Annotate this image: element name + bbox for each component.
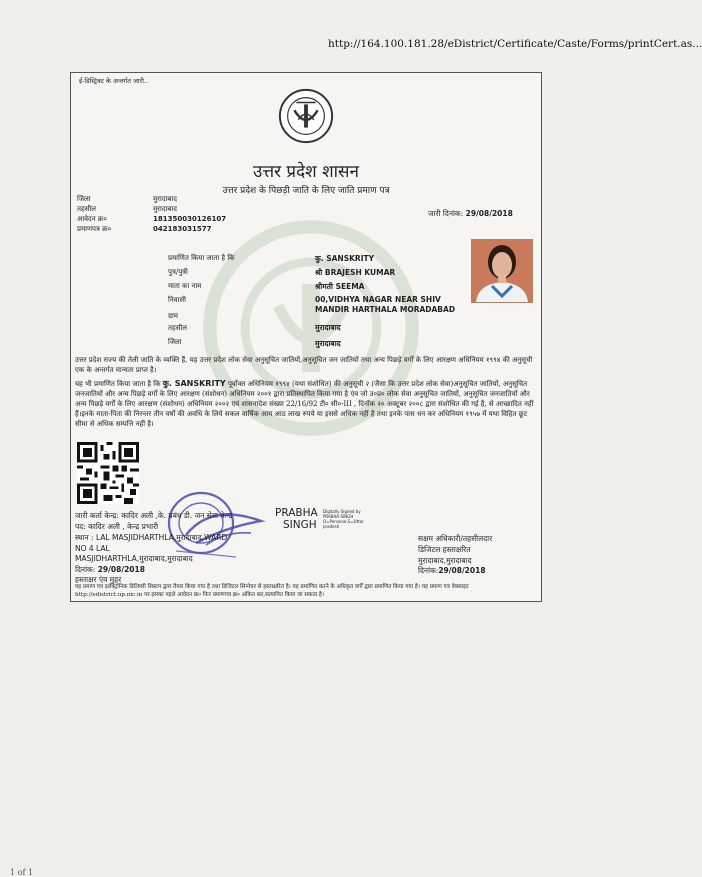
father-name: श्री BRAJESH KUMAR — [315, 268, 396, 277]
para2-applicant-name: कु. SANSKRITY — [162, 379, 226, 388]
digital-note-line: O=Personal,S=Uttar — [323, 519, 364, 524]
officer-title: सक्षम अधिकारी/तहसीलदार — [418, 534, 493, 543]
issuing-place-line-1 — [75, 533, 227, 543]
mother-name: श्रीमती SEEMA — [315, 282, 365, 291]
officer-date-label: दिनांक: — [418, 566, 439, 575]
tehsil-value: मुरादाबाद — [315, 323, 341, 332]
page-number: 1 of 1 — [10, 868, 34, 877]
digital-name-line: PRABHA — [275, 507, 318, 519]
field-label: जिला — [168, 338, 182, 346]
issue-date-label: जारी दिनांक: — [428, 209, 464, 218]
meta-value: मुरादाबाद — [153, 205, 177, 213]
issuing-post: पद: कादिर अली , केन्द्र प्रभारी — [75, 522, 159, 531]
issuing-date — [75, 565, 145, 575]
verification-footer: यह प्रमाण पत्र इलेक्ट्रॉनिक डिलिवरी सिस्टम द्वारा तैयार किया गया है तथा डिजिटल सिग्नेचर से हस्ताक्षरित है। यह प्रमाणित करने के अधिकृत वर्गों द्वारा प्रमाणित किया गया है। यह प्रमाण पत्र वेबसाइट http://edistrict.up.nic.in पर इसका पहले आवेदन क्र० फिर प्रमाणपत्र क्र० अंकित कर,सत्यापित किया जा सकता है। — [75, 584, 469, 598]
address-line-1: 00,VIDHYA NAGAR NEAR SHIV — [315, 295, 441, 304]
issuing-place-line-2: NO 4 LAL — [75, 544, 110, 553]
digital-signature-name — [275, 507, 318, 531]
qr-code-icon — [77, 442, 139, 504]
field-label: तहसील — [168, 324, 187, 332]
issuing-place-line-3: MASJIDHARTHLA,मुरादाबाद,मुरादाबाद — [75, 554, 193, 563]
applicant-name: कु. SANSKRITY — [315, 254, 375, 263]
digital-note-line: Digitally Signed by — [323, 509, 361, 514]
certificate — [70, 72, 542, 602]
officer-place: मुरादाबाद,मुरादाबाद — [418, 556, 472, 565]
issue-date-value: 29/08/2018 — [465, 209, 513, 218]
issuing-date-label: दिनांक: — [75, 565, 96, 574]
meta-label: तहसील — [77, 205, 96, 213]
officer-date-value: 29/08/2018 — [438, 566, 486, 575]
certificate-number: 042183031577 — [153, 225, 212, 233]
field-label: माता का नाम — [168, 282, 202, 290]
application-number: 181350030126107 — [153, 215, 227, 223]
para2-start: यह भी प्रमाणित किया जाता है कि — [75, 380, 161, 388]
digital-signature-note — [323, 509, 364, 529]
up-emblem-icon — [277, 87, 335, 145]
meta-label: प्रमाणपत्र क्र० — [77, 225, 112, 233]
certificate-paragraph-2 — [75, 379, 537, 429]
issuing-center: जारी कर्ता केन्द्र: कादिर अली ,के. प्रबंध डी. जन सेवा केन्द्र — [75, 511, 233, 520]
officer-date — [418, 566, 486, 576]
officer-digital-signature: डिजिटल हस्ताक्षरित — [418, 545, 471, 554]
field-label: प्रमाणित किया जाता है कि — [168, 254, 235, 262]
meta-value: मुरादाबाद — [153, 195, 177, 203]
address-line-2: MANDIR HARTHALA MORADABAD — [315, 305, 456, 314]
place-value: LAL MASJIDHARTHLA,मुरादाबाद,WARD — [95, 533, 228, 542]
digital-name-line: SINGH — [283, 519, 317, 531]
person-photo-icon — [472, 240, 532, 302]
applicant-photo — [471, 239, 533, 303]
certificate-paragraph-1: उत्तर प्रदेश राज्य की तेली जाति के व्यक्ति हैं, यह उत्तर प्रदेश लोक सेवा अनुसूचित जातियों,अनुसूचित जन जातियों तथा अन्य पिछड़े वर्गों के लिए आरक्षण अधिनियम १९९४ की अनुसूची एक के अन्तर्गत मान्यता प्राप्त है। — [75, 356, 533, 374]
digital-note-line: PRABHA SINGH — [323, 514, 354, 519]
certificate-subtitle: उत्तर प्रदेश के पिछड़ी जाति के लिए जाति प्रमाण पत्र — [222, 186, 390, 196]
meta-label: आवेदन क्र० — [77, 215, 107, 223]
meta-label: जिला — [77, 195, 91, 203]
certificate-title: उत्तर प्रदेश शासन — [253, 162, 359, 182]
para2-rest: पूर्वोक्त अधिनियम १९९४ (यथा संशोधित) की अनुसूची २ (जैसा कि उत्तर प्रदेश लोक सेवा)अनुसूचित जातियों, अनुसूचित जनजातियों और अन्य पिछड़े वर्गों के लिए आरक्षण (संशोधन) अधिनियम २००१ द्वारा प्रतिस्थापित किया गया है एंव जो उ०प्र० लोक सेवा अनुसूचित जातियों, अनुसूचित जनजातियों और अन्य पिछड़े वर्गों के लिए आरक्षण (संशोधन) अधिनियम २००२ एवं शासनादेश संख्या 22/16/92 टी० सी०-III , दिनाँक २० अक्टूबर २००८ द्वारा संशोधित की गई है, से आच्छादित नहीं हैं।इनके माता-पिता की निरन्तर तीन वर्षों की अवधि के लिये सकल वार्षिक आय आठ लाख रुपये या इससे अधिक नहीं है तथा इनके पास धन कर अधिनियम १९५७ में यथा विहित छूट सीमा से अधिक सम्पत्ति नहीं है। — [75, 380, 534, 428]
issue-date — [428, 209, 513, 219]
issuing-date-value: 29/08/2018 — [97, 565, 145, 574]
place-label: स्थान : — [75, 533, 94, 542]
browser-url: http://164.100.181.28/eDistrict/Certificate/Caste/Forms/printCert.as... — [328, 38, 702, 50]
field-label: निवासी — [168, 296, 186, 304]
issued-under-note: ई-डिस्ट्रिक्ट के अन्तर्गत जारी.. — [79, 77, 149, 85]
district-value: मुरादाबाद — [315, 339, 341, 348]
field-label: पुत्र/पुत्री — [168, 268, 188, 276]
field-label: ग्राम — [168, 312, 178, 320]
operator-signature-label: हस्ताक्षर एंव मुहर — [75, 575, 122, 584]
digital-note-line: pradesh — [323, 524, 340, 529]
